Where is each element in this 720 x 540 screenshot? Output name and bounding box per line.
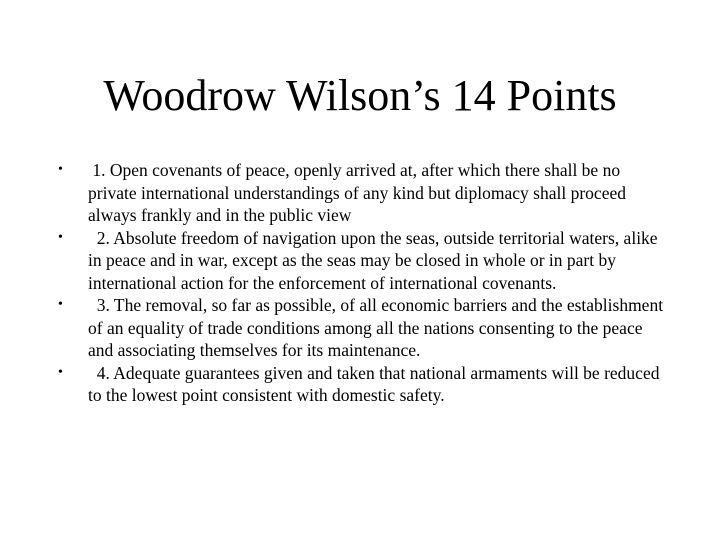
point-text-4: 4. Adequate guarantees given and taken that national armaments will be reduced to the lowest point consistent with domestic safety. — [88, 362, 664, 405]
point-text-3: 3. The removal, so far as possible, of all economic barriers and the establishment of an equality of trade conditions among all the nations consenting to the peace and associating themselves for its maintenance. — [88, 295, 668, 360]
point-item-4 — [58, 362, 668, 407]
point-text-2: 2. Absolute freedom of navigation upon the seas, outside territorial waters, alike in peace and in war, except as the seas may be closed in whole or in part by international action for the enforcement of international covenants. — [88, 227, 662, 293]
point-item-2 — [58, 227, 668, 295]
bullet-icon: • — [58, 229, 63, 245]
point-item-3 — [58, 294, 668, 362]
bullet-icon: • — [58, 162, 63, 177]
points-list — [58, 159, 668, 407]
slide-title: Woodrow Wilson’s 14 Points — [103, 71, 617, 120]
point-text-1: 1. Open covenants of peace, openly arrived at, after which there shall be no private international understandings of any kind but diplomacy shall proceed always frankly and in the public view — [88, 160, 631, 225]
point-item-1 — [58, 159, 668, 227]
bullet-icon: • — [58, 297, 63, 312]
bullet-icon: • — [58, 364, 63, 380]
